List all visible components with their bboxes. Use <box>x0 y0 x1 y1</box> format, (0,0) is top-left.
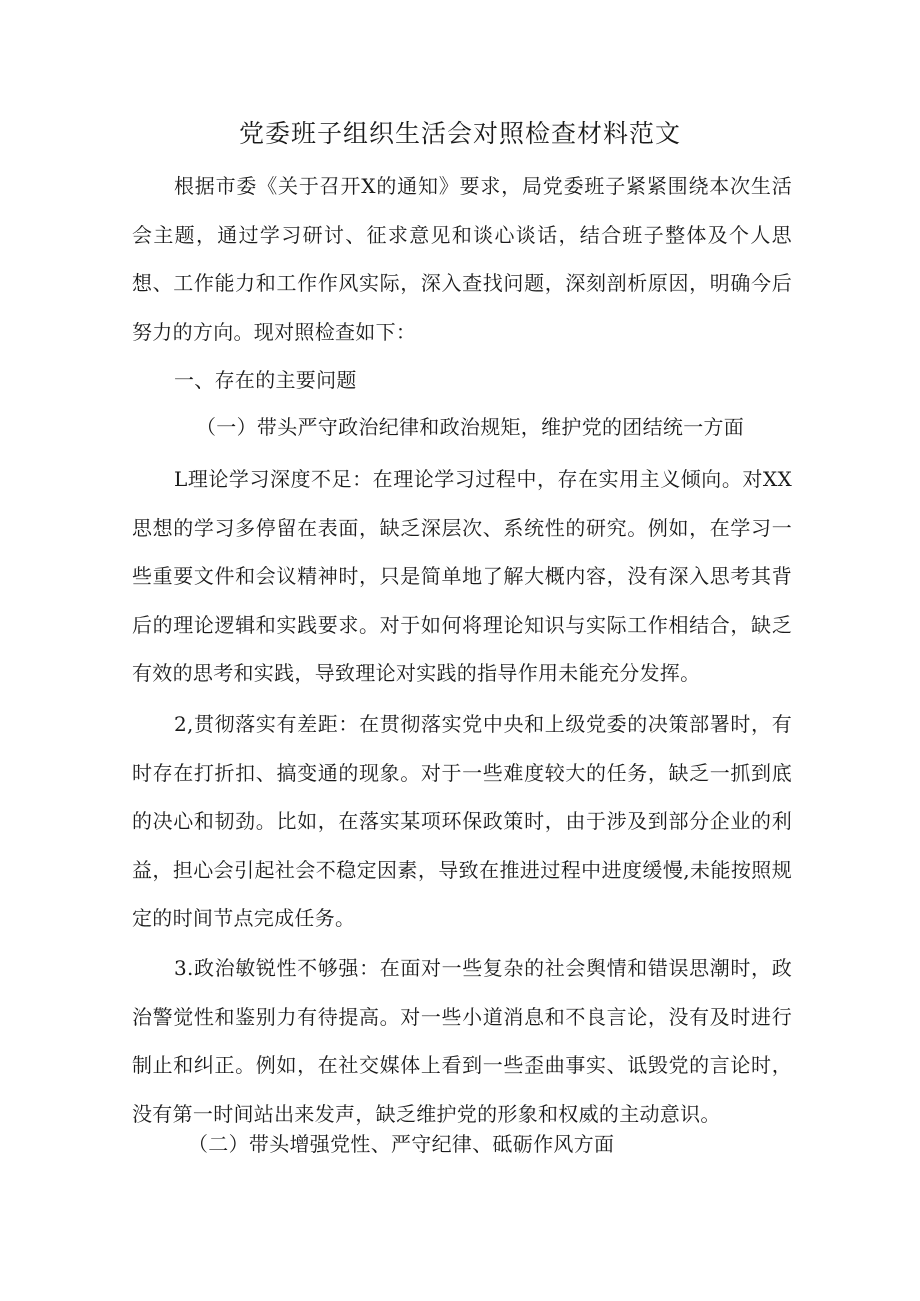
intro-paragraph: 根据市委《关于召开X的通知》要求，局党委班子紧紧围绕本次生活会主题，通过学习研讨、征求意见和谈心谈话，结合班子整体及个人思想、工作能力和工作作风实际，深入查找问题，深刻剖析原因，明确今后努力的方向。现对照检查如下： <box>132 174 792 344</box>
item-3-paragraph: 3.政治敏锐性不够强：在面对一些复杂的社会舆情和错误思潮时，政治警觉性和鉴别力有待提高。对一些小道消息和不良言论，没有及时进行制止和纠正。例如，在社交媒体上看到一些歪曲事实、诋毁党的言论时，没有第一时间站出来发声，缺乏维护党的形象和权威的主动意识。 <box>132 956 792 1126</box>
item-2-paragraph: 2,贯彻落实有差距：在贯彻落实党中央和上级党委的决策部署时，有时存在打折扣、搞变通的现象。对于一些难度较大的任务，缺乏一抓到底的决心和韧劲。比如，在落实某项环保政策时，由于涉及到部分企业的利益，担心会引起社会不稳定因素，导致在推进过程中进度缓慢,未能按照规定的时间节点完成任务。 <box>132 712 792 930</box>
subsection-1-heading: （一）带头严守政治纪律和政治规矩，维护党的团结统一方面 <box>196 415 745 439</box>
section-1-heading: 一、存在的主要问题 <box>174 368 357 392</box>
item-1-paragraph: L理论学习深度不足：在理论学习过程中，存在实用主义倾向。对XX思想的学习多停留在表面，缺乏深层次、系统性的研究。例如，在学习一些重要文件和会议精神时，只是简单地了解大概内容，没有深入思考其背后的理论逻辑和实践要求。对于如何将理论知识与实际工作相结合，缺乏有效的思考和实践，导致理论对实践的指导作用未能充分发挥。 <box>132 467 792 685</box>
subsection-2-heading: （二）带头增强党性、严守纪律、砥砺作风方面 <box>188 1132 615 1156</box>
document-title: 党委班子组织生活会对照检查材料范文 <box>238 119 681 148</box>
